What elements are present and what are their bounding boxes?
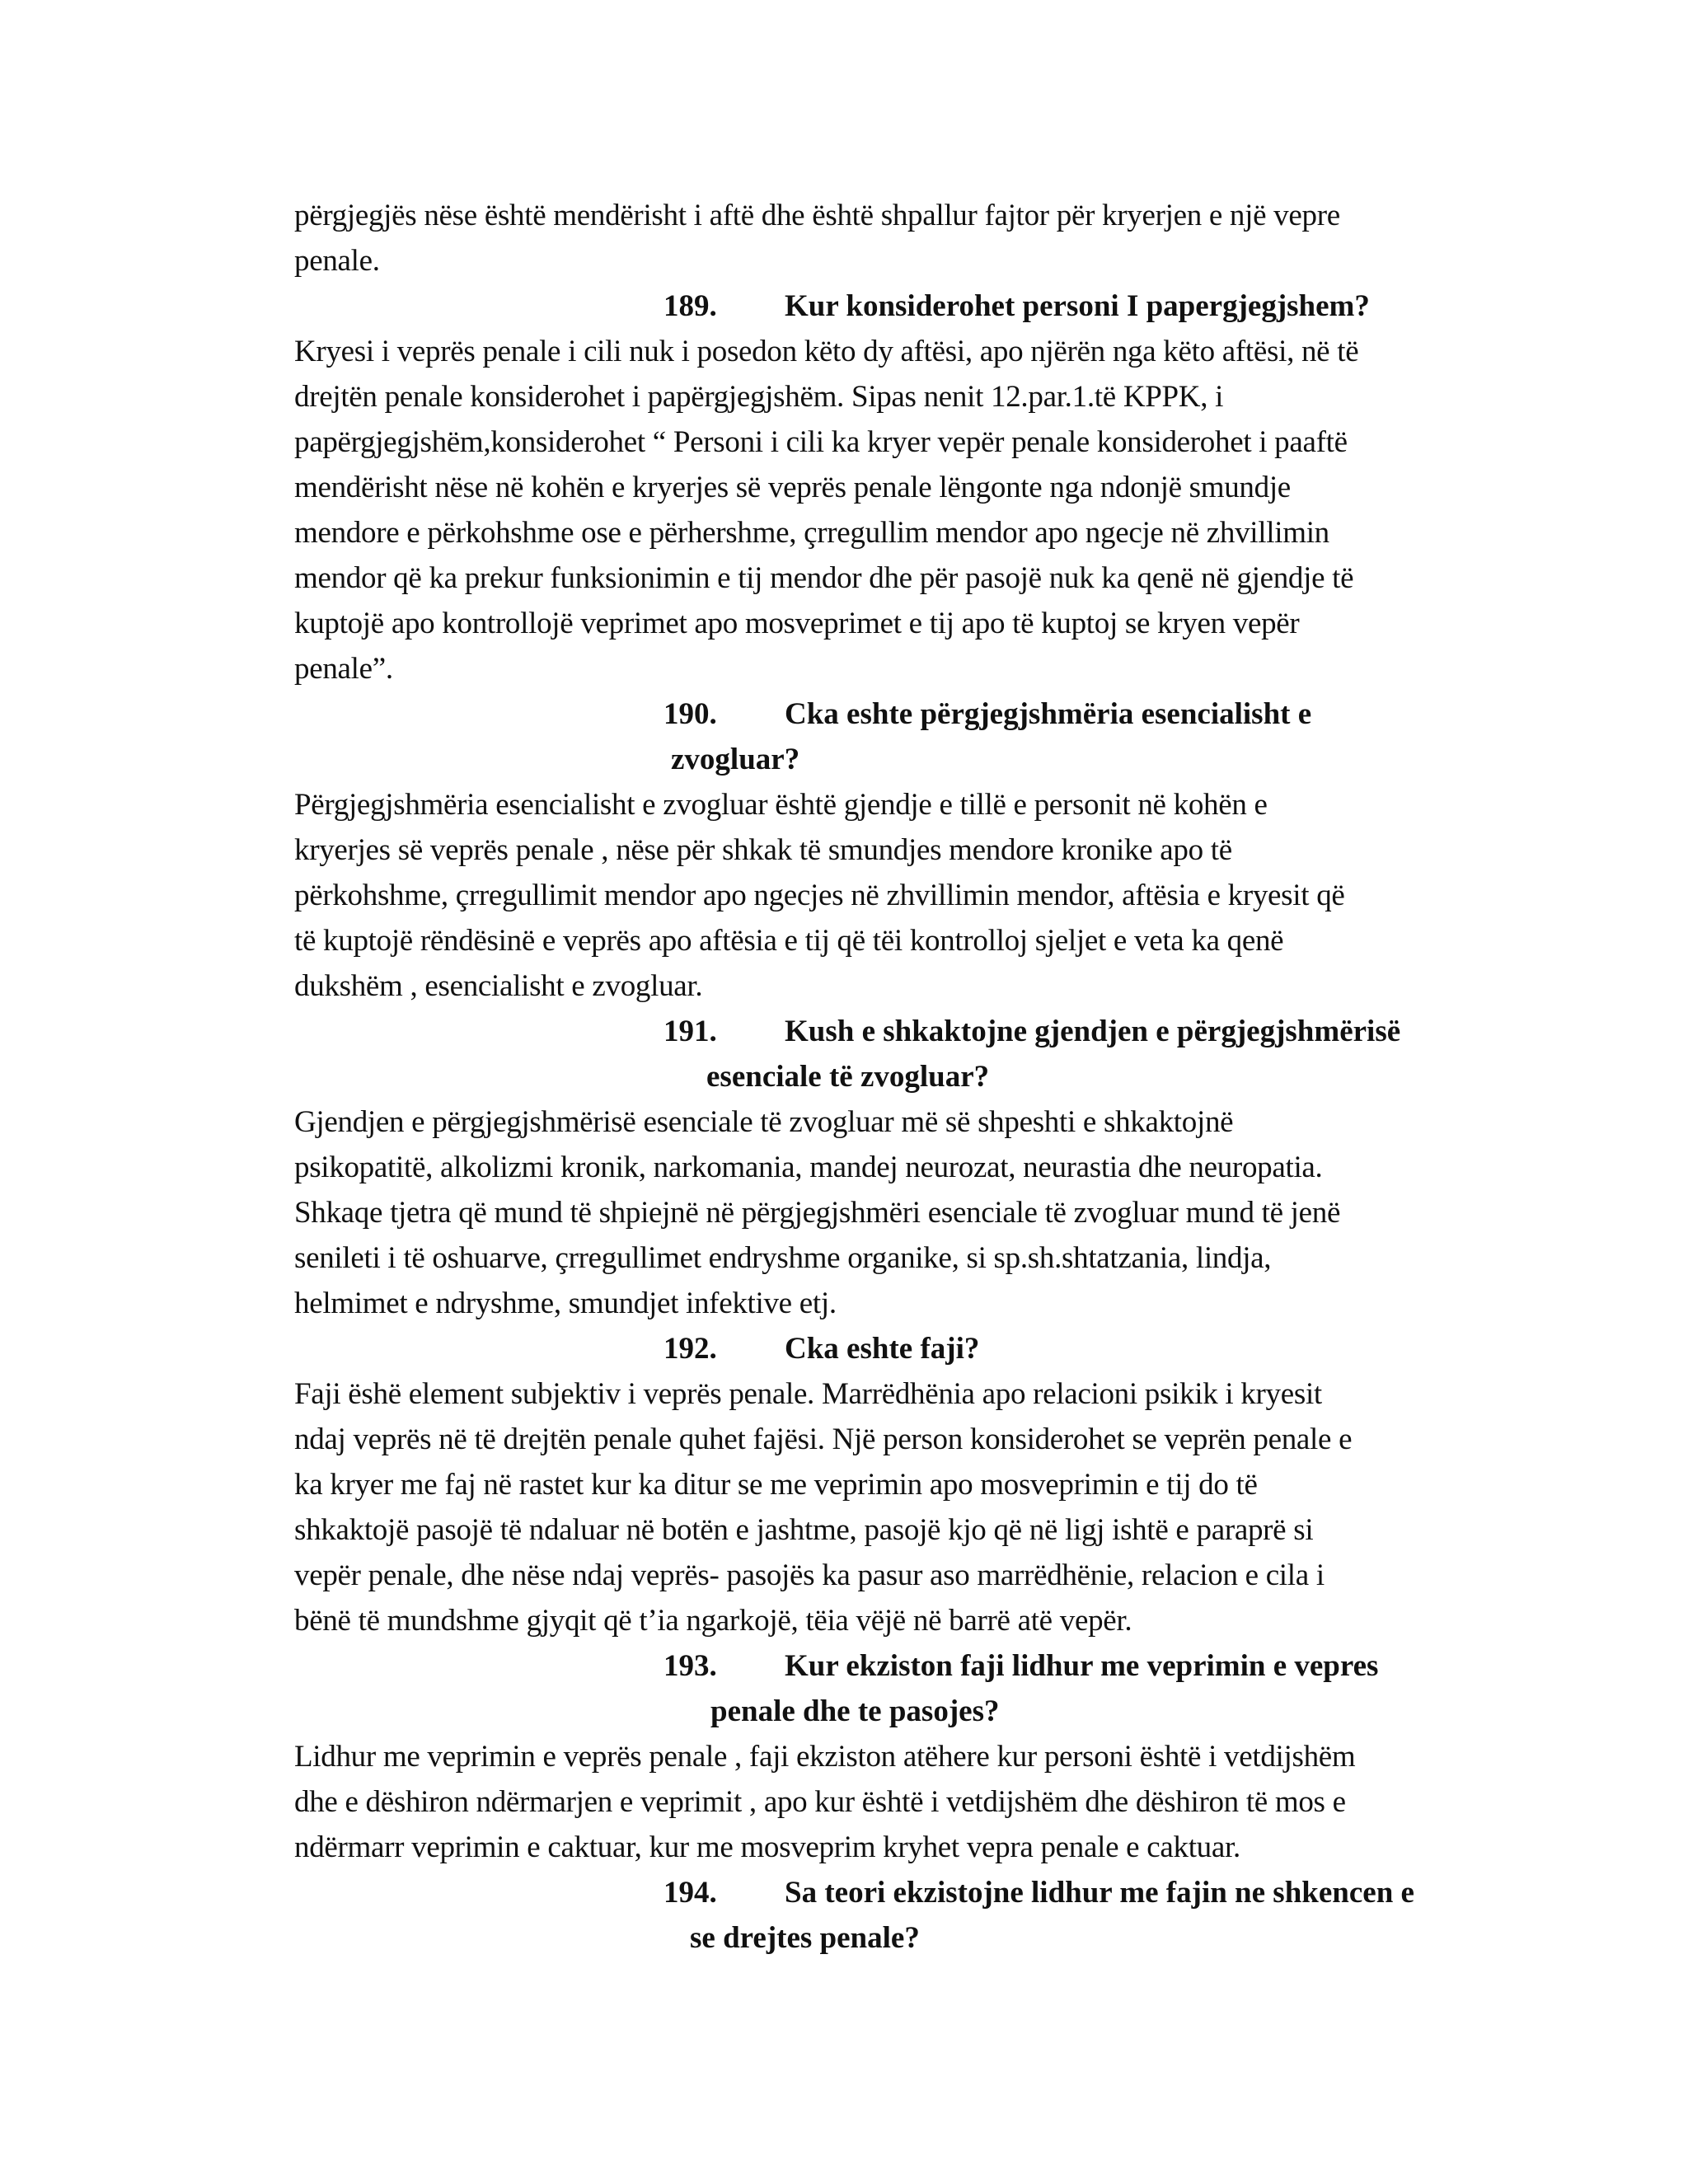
answer-line: drejtën penale konsiderohet i papërgjegjshëm. Sipas nenit 12.par.1.të KPPK, i xyxy=(294,380,1224,414)
question-text-continued: esenciale të zvogluar? xyxy=(706,1060,990,1094)
answer-line: Shkaqe tjetra që mund të shpiejnë në përgjegjshmëri esenciale të zvogluar mund të jenë xyxy=(294,1196,1341,1230)
question-text: Sa teori ekzistojne lidhur me fajin ne shkencen e xyxy=(785,1876,1414,1910)
answer-line: helmimet e ndryshme, smundjet infektive etj. xyxy=(294,1286,837,1320)
question-text-continued: se drejtes penale? xyxy=(690,1921,920,1955)
answer-line: Faji ëshë element subjektiv i veprës penale. Marrëdhënia apo relacioni psikik i kryesit xyxy=(294,1377,1322,1411)
question-text: Kur konsiderohet personi I papergjegjshem? xyxy=(785,289,1370,323)
answer-line: senileti i të oshuarve, çrregullimet endryshme organike, si sp.sh.shtatzania, lindja, xyxy=(294,1241,1272,1275)
answer-line: Përgjegjshmëria esencialisht e zvogluar është gjendje e tillë e personit në kohën e xyxy=(294,788,1268,822)
answer-line: mendore e përkohshme ose e përhershme, çrregullim mendor apo ngecje në zhvillimin xyxy=(294,516,1329,550)
question-number: 192. xyxy=(663,1332,717,1366)
question-heading xyxy=(294,284,1465,329)
answer-line: vepër penale, dhe nëse ndaj veprës- pasojës ka pasur aso marrëdhënie, relacion e cila i xyxy=(294,1558,1325,1592)
answer-line: mendor që ka prekur funksionimin e tij mendor dhe për pasojë nuk ka qenë në gjendje të xyxy=(294,561,1354,595)
answer-line: psikopatitë, alkolizmi kronik, narkomania, mandej neurozat, neurastia dhe neuropatia. xyxy=(294,1151,1323,1184)
answer-line: papërgjegjshëm,konsiderohet “ Personi i cili ka kryer vepër penale konsiderohet i paaftë xyxy=(294,425,1348,459)
answer-line: kuptojë apo kontrollojë veprimet apo mosveprimet e tij apo të kuptoj se kryen vepër xyxy=(294,607,1300,640)
answer-line: dhe e dëshiron ndërmarjen e veprimit , apo kur është i vetdijshëm dhe dëshiron të mos e xyxy=(294,1785,1346,1819)
answer-line: ndërmarr veprimin e caktuar, kur me mosveprim kryhet vepra penale e caktuar. xyxy=(294,1830,1240,1864)
answer-line: përkohshme, çrregullimit mendor apo ngecjes në zhvillimin mendor, aftësia e kryesit që xyxy=(294,879,1345,912)
question-text: Cka eshte përgjegjshmëria esencialisht e xyxy=(785,697,1312,731)
question-text-continued: penale dhe te pasojes? xyxy=(710,1694,1000,1728)
question-number: 193. xyxy=(663,1649,717,1683)
answer-line: dukshëm , esencialisht e zvogluar. xyxy=(294,969,703,1003)
answer-line: Gjendjen e përgjegjshmërisë esenciale të zvogluar më së shpeshti e shkaktojnë xyxy=(294,1105,1234,1139)
question-heading xyxy=(294,1870,1465,1915)
answer-line: kryerjes së veprës penale , nëse për shkak të smundjes mendore kronike apo të xyxy=(294,833,1232,867)
answer-line: ndaj veprës në të drejtën penale quhet fajësi. Një person konsiderohet se veprën penale e xyxy=(294,1422,1353,1456)
question-number: 191. xyxy=(663,1015,717,1048)
body-line: penale. xyxy=(294,244,380,278)
answer-line: mendërisht nëse në kohën e kryerjes së veprës penale lëngonte nga ndonjë smundje xyxy=(294,471,1291,504)
body-line: përgjegjës nëse është mendërisht i aftë dhe është shpallur fajtor për kryerjen e një vepre xyxy=(294,199,1340,232)
question-number: 189. xyxy=(663,289,717,323)
question-number: 194. xyxy=(663,1876,717,1910)
question-text: Kush e shkaktojne gjendjen e përgjegjshmërisë xyxy=(785,1015,1401,1048)
page-content xyxy=(294,193,1465,1961)
answer-line: Lidhur me veprimin e veprës penale , faji ekziston atëhere kur personi është i vetdijshëm xyxy=(294,1740,1356,1774)
answer-line: penale”. xyxy=(294,652,393,686)
answer-line: Kryesi i veprës penale i cili nuk i posedon këto dy aftësi, apo njërën nga këto aftësi, në të xyxy=(294,335,1359,368)
question-text: Kur ekziston faji lidhur me veprimin e vepres xyxy=(785,1649,1379,1683)
question-heading xyxy=(294,1643,1465,1689)
answer-line: shkaktojë pasojë të ndaluar në botën e jashtme, pasojë kjo që në ligj ishtë e paraprë si xyxy=(294,1513,1314,1547)
question-heading xyxy=(294,1326,1465,1371)
answer-line: bënë të mundshme gjyqit që t’ia ngarkojë, tëia vëjë në barrë atë vepër. xyxy=(294,1604,1132,1638)
question-number: 190. xyxy=(663,697,717,731)
answer-line: ka kryer me faj në rastet kur ka ditur se me veprimin apo mosveprimin e tij do të xyxy=(294,1468,1258,1502)
answer-line: të kuptojë rëndësinë e veprës apo aftësia e tij që tëi kontrolloj sjeljet e veta ka qenë xyxy=(294,924,1284,958)
question-heading xyxy=(294,691,1465,737)
question-heading xyxy=(294,1009,1465,1054)
question-text-continued: zvogluar? xyxy=(671,743,800,776)
question-text: Cka eshte faji? xyxy=(785,1332,980,1366)
